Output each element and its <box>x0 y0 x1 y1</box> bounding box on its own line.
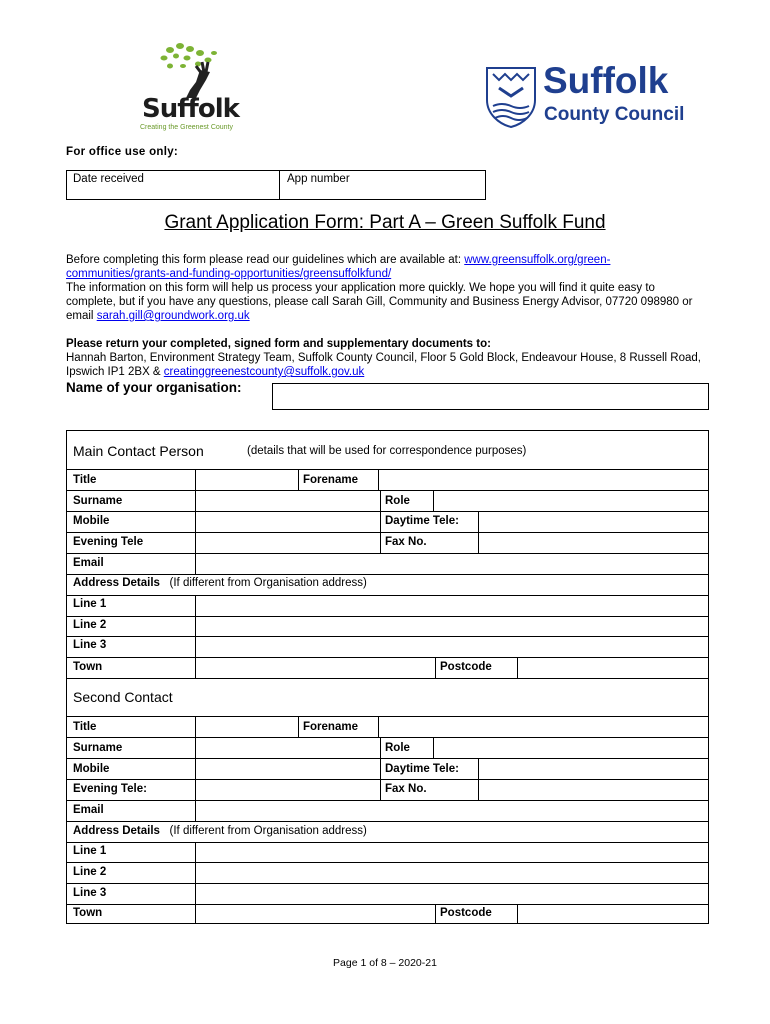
mc-fax-field[interactable] <box>478 532 709 553</box>
mc-line1-field[interactable] <box>195 595 709 616</box>
sc-line3-label: Line 3 <box>73 887 107 899</box>
mc-evening-field[interactable] <box>195 532 380 553</box>
mc-title-field[interactable] <box>195 469 298 490</box>
mc-town-label: Town <box>73 661 103 673</box>
sc-town-field[interactable] <box>195 904 435 924</box>
mc-surname-field[interactable] <box>195 490 380 511</box>
return-email-link[interactable]: creatinggreenestcounty@suffolk.gov.uk <box>163 366 365 378</box>
mc-address-note: (If different from Organisation address) <box>169 577 367 589</box>
sc-address-note: (If different from Organisation address) <box>169 825 367 837</box>
sc-title-label: Title <box>73 721 97 733</box>
sc-surname-field[interactable] <box>195 737 380 758</box>
organisation-name-field[interactable] <box>272 383 709 410</box>
mc-line2-label: Line 2 <box>73 619 107 631</box>
sc-town-label: Town <box>73 907 103 919</box>
sc-postcode-label: Postcode <box>440 907 492 919</box>
organisation-label: Name of your organisation: <box>66 380 242 395</box>
mc-role-label: Role <box>385 495 410 507</box>
office-use-label: For office use only: <box>66 146 179 158</box>
sc-role-label: Role <box>385 742 410 754</box>
mc-postcode-field[interactable] <box>517 657 709 678</box>
sc-surname-label: Surname <box>73 742 123 754</box>
main-contact-heading: Main Contact Person <box>73 443 204 459</box>
page-footer: Page 1 of 8 – 2020-21 <box>333 957 437 969</box>
council-subtitle: County Council <box>544 104 685 125</box>
sc-forename-label: Forename <box>303 721 358 733</box>
crest-icon <box>485 66 537 128</box>
logo-tagline: Creating the Greenest County <box>140 124 233 131</box>
app-number-label: App number <box>287 173 350 185</box>
guidelines-link[interactable]: www.greensuffolk.org/green-communities/grants-and-funding-opportunities/greensuffolkfund/ <box>66 254 611 280</box>
return-heading: Please return your completed, signed form and supplementary documents to: <box>66 338 491 350</box>
sc-title-field[interactable] <box>195 716 298 737</box>
sc-email-field[interactable] <box>195 800 709 821</box>
sc-line1-label: Line 1 <box>73 845 107 857</box>
sc-address-heading: Address Details <box>73 825 160 837</box>
main-contact-note: (details that will be used for correspondence purposes) <box>247 445 527 457</box>
sc-fax-label: Fax No. <box>385 783 427 795</box>
sc-daytime-label: Daytime Tele: <box>385 763 459 775</box>
sc-line1-field[interactable] <box>195 842 709 862</box>
mc-line3-field[interactable] <box>195 636 709 657</box>
email-link[interactable]: sarah.gill@groundwork.org.uk <box>96 310 250 322</box>
second-contact-heading: Second Contact <box>73 689 173 705</box>
sc-evening-field[interactable] <box>195 779 380 800</box>
mc-town-field[interactable] <box>195 657 435 678</box>
office-use-table <box>66 170 486 200</box>
sc-fax-field[interactable] <box>478 779 709 800</box>
mc-evening-label: Evening Tele <box>73 536 144 548</box>
date-received-label: Date received <box>73 173 144 185</box>
mc-line2-field[interactable] <box>195 616 709 636</box>
mc-line3-label: Line 3 <box>73 639 107 651</box>
sc-line2-label: Line 2 <box>73 866 107 878</box>
sc-line3-field[interactable] <box>195 883 709 904</box>
sc-mobile-field[interactable] <box>195 758 380 779</box>
mc-fax-label: Fax No. <box>385 536 427 548</box>
mc-line1-label: Line 1 <box>73 598 107 610</box>
sc-mobile-label: Mobile <box>73 763 110 775</box>
mc-mobile-field[interactable] <box>195 511 380 532</box>
sc-line2-field[interactable] <box>195 862 709 883</box>
mc-forename-field[interactable] <box>378 469 709 490</box>
page-title: Grant Application Form: Part A – Green Suffolk Fund <box>164 212 606 233</box>
mc-email-label: Email <box>73 557 104 569</box>
sc-role-field[interactable] <box>433 737 709 758</box>
mc-role-field[interactable] <box>433 490 709 511</box>
mc-title-label: Title <box>73 474 97 486</box>
logo-word: Suffolk <box>142 94 239 124</box>
mc-daytime-label: Daytime Tele: <box>385 515 459 527</box>
green-suffolk-logo <box>130 40 240 136</box>
sc-evening-label: Evening Tele: <box>73 783 147 795</box>
sc-email-label: Email <box>73 804 104 816</box>
council-name: Suffolk <box>543 60 669 101</box>
suffolk-county-council-logo <box>485 60 715 130</box>
mc-surname-label: Surname <box>73 495 123 507</box>
intro-p2: The information on this form will help us process your application more quickly. We hope you will find it quite easy to complete, but if you have any questions, please call Sarah Gill, Community and Business Energy Advisor, 07720 098980 or email <box>66 282 693 322</box>
mc-address-heading: Address Details <box>73 577 160 589</box>
mc-email-field[interactable] <box>195 553 709 574</box>
sc-forename-field[interactable] <box>378 716 709 737</box>
mc-address-label <box>73 577 367 589</box>
mc-mobile-label: Mobile <box>73 515 110 527</box>
sc-address-label <box>73 825 367 837</box>
intro-p1: Before completing this form please read our guidelines which are available at: <box>66 254 465 266</box>
sc-postcode-field[interactable] <box>517 904 709 924</box>
mc-forename-label: Forename <box>303 474 358 486</box>
mc-daytime-field[interactable] <box>478 511 709 532</box>
sc-daytime-field[interactable] <box>478 758 709 779</box>
contact-form <box>66 430 709 924</box>
tree-hand-icon <box>130 40 240 100</box>
intro-text <box>66 253 706 323</box>
return-address: Hannah Barton, Environment Strategy Team, Suffolk County Council, Floor 5 Gold Block, Endeavour House, 8 Russell Road, Ipswich IP1 2BX & <box>66 352 701 378</box>
return-instructions <box>66 337 716 379</box>
mc-postcode-label: Postcode <box>440 661 492 673</box>
